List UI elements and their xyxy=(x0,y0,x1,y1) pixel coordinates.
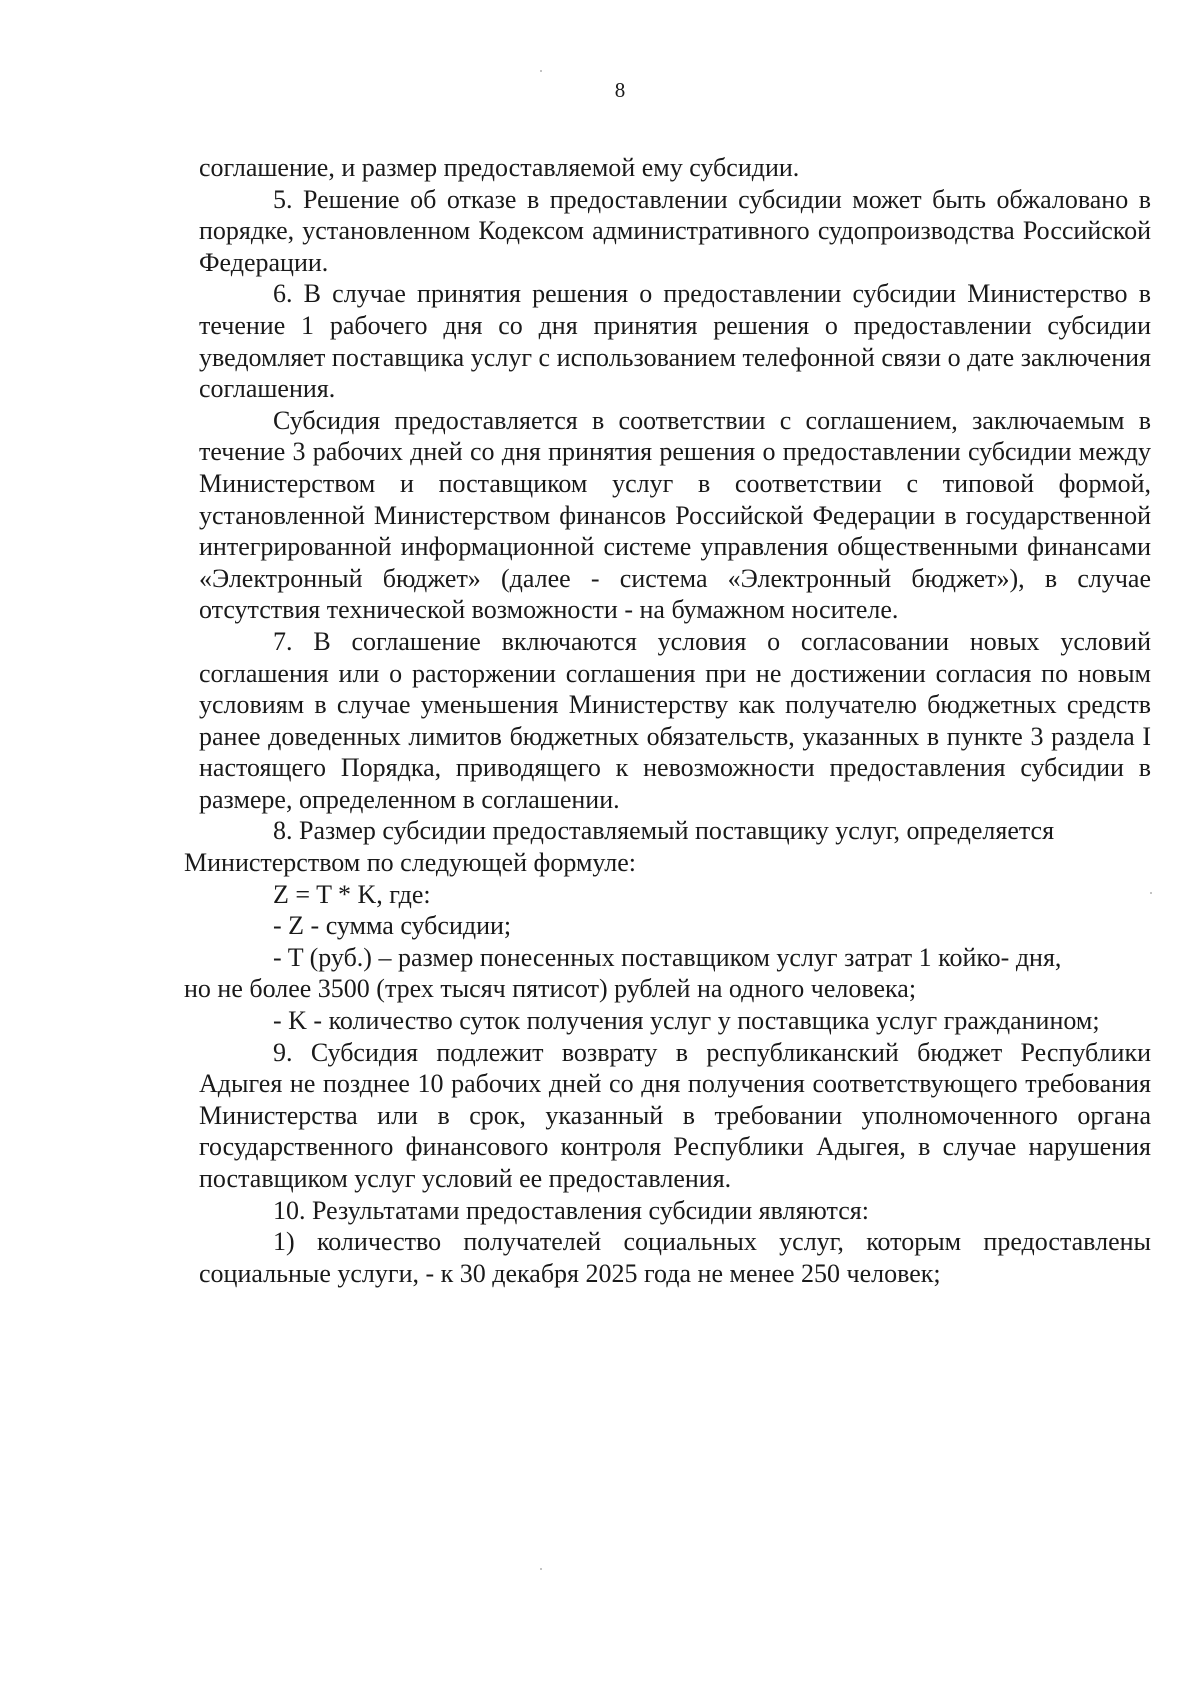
paragraph-subsidy-agreement: Субсидия предоставляется в соответствии с соглашением, заключаемым в течение 3 рабочих дней со дня принятия решения о предоставлении субсидии между Министерством и поставщиком услуг в соответствии с типовой формой, установленной Министерством финансов Российской Федерации в государственной интегрированной информационной системе управления общественными финансами «Электронный бюджет» (далее - система «Электронный бюджет»), в случае отсутствия технической возможности - на бумажном носителе. xyxy=(199,405,1151,625)
paragraph-continuation: соглашение, и размер предоставляемой ему субсидии. xyxy=(199,153,800,182)
formula-variable-z: - Z - сумма субсидии; xyxy=(273,911,512,941)
scan-speck xyxy=(1150,892,1152,894)
formula-variable-k: - K - количество суток получения услуг у поставщика услуг гражданином; xyxy=(273,1006,1100,1036)
paragraph-item-9: 9. Субсидия подлежит возврату в республиканский бюджет Республики Адыгея не позднее 10 рабочих дней со дня получения соответствующего требования Министерства или в срок, указанный в требовании уполномоченного органа государственного финансового контроля Республики Адыгея, в случае нарушения поставщиком услуг условий ее предоставления. xyxy=(199,1037,1151,1193)
page-number: 8 xyxy=(614,78,626,102)
paragraph-item-8: 8. Размер субсидии предоставляемый поставщику услуг, определяется xyxy=(273,816,1055,846)
result-item-1: 1) количество получателей социальных услуг, которым предоставлены социальные услуги, - к 30 декабря 2025 года не менее 250 человек; xyxy=(199,1227,1151,1288)
formula-line: Z = T * K, где: xyxy=(273,879,431,909)
formula-variable-t: - T (руб.) – размер понесенных поставщиком услуг затрат 1 койко- дня, xyxy=(273,942,1062,972)
document-body xyxy=(184,152,1151,1289)
paragraph-item-8-continuation: Министерством по следующей формуле: xyxy=(184,848,637,878)
paragraph-item-7: 7. В соглашение включаются условия о согласовании новых условий соглашения или о расторжении соглашения при не достижении согласия по новым условиям в случае уменьшения Министерству как получателю бюджетных средств ранее доведенных лимитов бюджетных обязательств, указанных в пункте 3 раздела I настоящего Порядка, приводящего к невозможности предоставления субсидии в размере, определенном в соглашении. xyxy=(199,626,1151,814)
paragraph-item-5: 5. Решение об отказе в предоставлении субсидии может быть обжаловано в порядке, установленном Кодексом административного судопроизводства Российской Федерации. xyxy=(199,184,1151,277)
paragraph-item-10: 10. Результатами предоставления субсидии являются: xyxy=(273,1195,869,1225)
formula-variable-t-continuation: но не более 3500 (трех тысяч пятисот) рублей на одного человека; xyxy=(184,974,917,1004)
scan-speck xyxy=(540,70,542,72)
scan-speck xyxy=(540,1568,542,1570)
paragraph-item-6: 6. В случае принятия решения о предоставлении субсидии Министерство в течение 1 рабочего дня со дня принятия решения о предоставлении субсидии уведомляет поставщика услуг с использованием телефонной связи о дате заключения соглашения. xyxy=(199,279,1151,404)
